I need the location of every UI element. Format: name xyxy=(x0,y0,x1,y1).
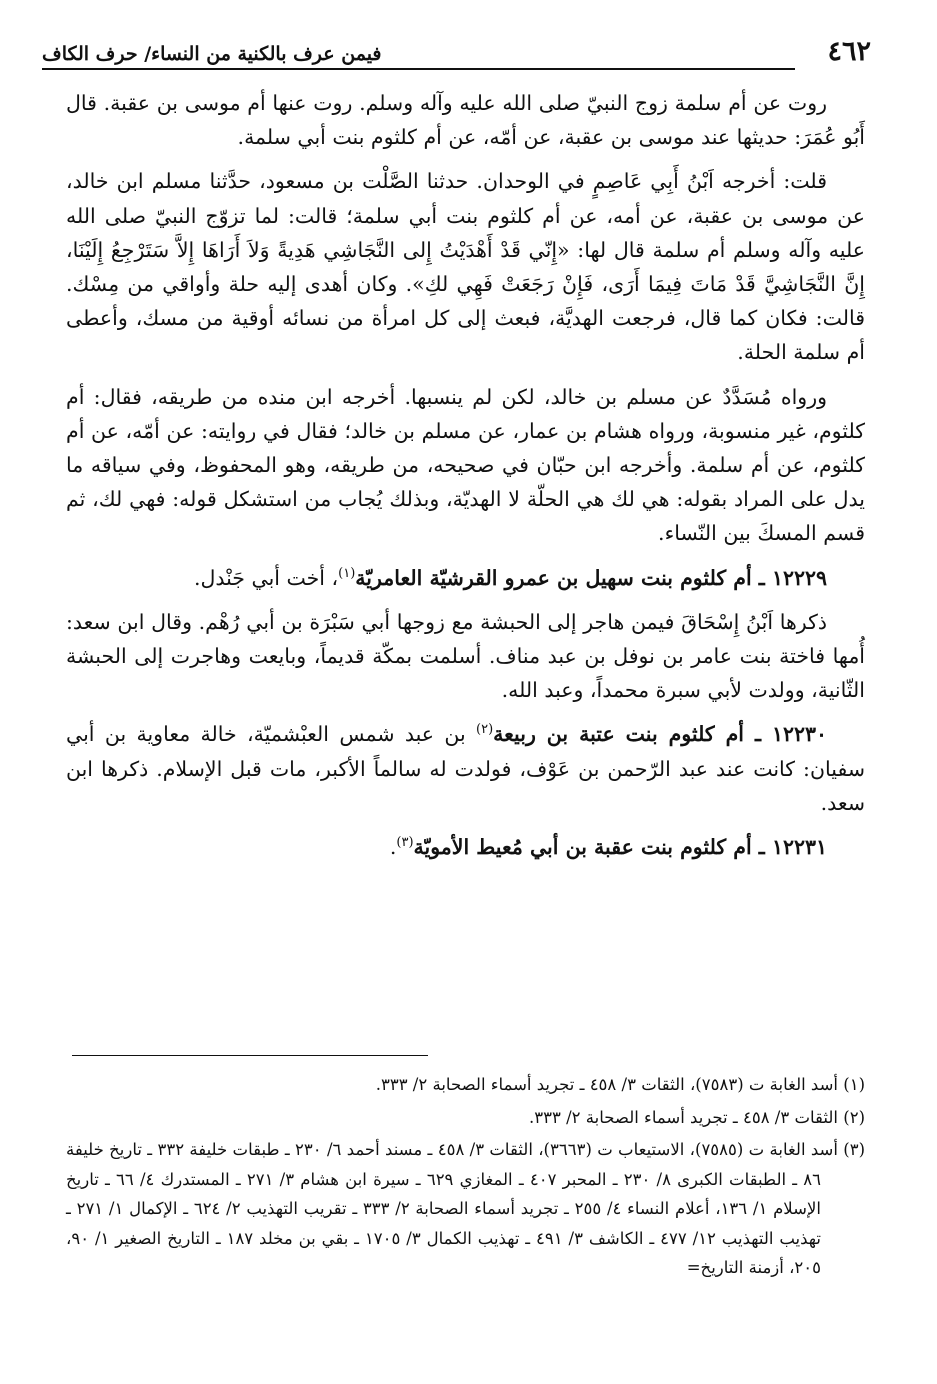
entry-tail: ، أخت أبي جَنْدل. xyxy=(193,565,339,590)
paragraph: ذكرها اَبْنُ إِسْحَاقَ فيمن هاجر إلى الحبشة مع زوجها أبي سَبْرَة بن أبي رُهْم. وقال ابن سعد: أُمها فاختة بنت عامر بن نوفل بن عبد مناف. أسلمت بمكّة قديماً، وبايعت وهاجرت إلى الحبشة الثّانية، وولدت لأبي سبرة محمداً، وعبد الله. xyxy=(66,609,865,703)
paragraph: روت عن أم سلمة زوج النبيّ صلى الله عليه وآله وسلم. روت عنها أم موسى بن عقبة. قال أَبُو عُمَرَ: حديثها عند موسى بن عقبة، عن أمّه، عن أم كلثوم بنت أبي سلمة. xyxy=(66,91,865,150)
header-rule xyxy=(42,68,795,70)
entry-heading-12231 xyxy=(66,830,865,864)
entry-heading-12229 xyxy=(66,561,865,595)
footnote-rule xyxy=(72,1055,428,1056)
footnote-ref-3[interactable]: (٣) xyxy=(396,835,414,851)
main-text xyxy=(66,86,865,874)
entry-tail: . xyxy=(389,835,397,860)
paragraph: ورواه مُسَدَّدٌ عن مسلم بن خالد، لكن لم ينسبها. أخرجه ابن منده من طريقه، فقال: أم كلثوم، غير منسوبة، ورواه هشام بن عمار، عن مسلم بن خالد؛ فقال في روايته: عن أمّه، عن أم كلثوم، عن أم سلمة. وأخرجه ابن حبّان في صحيحه، من طريقه، وهو المحفوظ، وفي سياقه ما يدل على المراد بقوله: هي لك هي الحلّة لا الهديّة، وبذلك يُجاب من استشكل قوله: فهي لك، ثم قسم المسكَ بين النّساء. xyxy=(66,384,865,546)
entry-title: ١٢٢٢٩ ـ أم كلثوم بنت سهيل بن عمرو القرشيّة العامريّة xyxy=(355,565,827,590)
footnotes xyxy=(66,1070,865,1286)
page-number: ٤٦٢ xyxy=(827,36,871,67)
footnote-ref-1[interactable]: (١) xyxy=(338,565,356,581)
entry-title: ١٢٢٣٠ ـ أم كلثوم بنت عتبة بن ربيعة xyxy=(493,722,827,747)
paragraph: قلت: أخرجه اَبْنُ أَبِي عَاصِمٍ في الوحدان. حدثنا الصَّلْت بن مسعود، حدَّثنا مسلم ابن خالد، عن موسى بن عقبة، عن أمه، عن أم كلثوم بنت أبي سلمة؛ قالت: لما تزوّج النبيّ صلى الله عليه وآله وسلم أم سلمة قال لها: «إِنّي قَدْ أَهْدَيْتُ إِلى النَّجَاشِي هَدِيةً وَلاَ أَرَاهَا إِلاَّ سَتَرْجِعُ إِلَيْنَا، إِنَّ النَّجَاشِيَّ قَدْ مَاتَ فِيمَا أَرَى، فَإِنْ رَجَعَتْ فَهِي لكِ». وكان أهدى إليه حلة وأواقي من مِسْك. قالت: فكان كما قال، فرجعت الهديَّة، فبعث إلى كل امرأة من نسائه أوقية من مسك، وأعطى أم سلمة الحلة. xyxy=(66,169,865,365)
footnote-2: (٢) الثقات ٣/ ٤٥٨ ـ تجريد أسماء الصحابة ٢/ ٣٣٣. xyxy=(529,1107,865,1127)
footnote-1: (١) أسد الغابة ت (٧٥٨٣)، الثقات ٣/ ٤٥٨ ـ تجريد أسماء الصحابة ٢/ ٣٣٣. xyxy=(375,1075,865,1094)
entry-tail: بن عبد شمس العبْشميّة، خالة معاوية بن أبي سفيان: كانت عند عبد الرّحمن بن عَوْف، فولدت له سالماً الأكبر، مات قبل الإسلام. ذكرها ابن سعد. xyxy=(66,722,865,815)
running-title: فيمن عرف بالكنية من النساء/ حرف الكاف xyxy=(42,43,382,65)
entry-title: ١٢٢٣١ ـ أم كلثوم بنت عقبة بن أبي مُعيط الأمويّة xyxy=(413,835,827,860)
footnote-ref-2[interactable]: (٢) xyxy=(476,722,494,738)
footnote-3: (٣) أسد الغابة ت (٧٥٨٥)، الاستيعاب ت (٣٦٦٣)، الثقات ٣/ ٤٥٨ ـ مسند أحمد ٦/ ٢٣٠ ـ طبقات خليفة ٣٣٢ ـ تاريخ خليفة ٨٦ ـ الطبقات الكبرى ٨/ ٢٣٠ ـ المحبر ٤٠٧ ـ المغازي ٦٢٩ ـ سيرة ابن هشام ٣/ ٢٧١ ـ المستدرك ٤/ ٦٦ ـ تاريخ الإسلام ١/ ١٣٦، أعلام النساء ٤/ ٢٥٥ ـ تجريد أسماء الصحابة ٢/ ٣٣٣ ـ تقريب التهذيب ٢/ ٦٢٤ ـ الإكمال ١/ ٢٧١ ـ تهذيب التهذيب ١٢/ ٤٧٧ ـ الكاشف ٣/ ٤٩١ ـ تهذيب الكمال ٣/ ١٧٠٥ ـ بقي بن مخلد ١٨٧ ـ التاريخ الصغير ١/ ٩٠، ٢٠٥، أزمنة التاريخ= xyxy=(66,1140,866,1277)
entry-heading-12230 xyxy=(66,717,865,820)
